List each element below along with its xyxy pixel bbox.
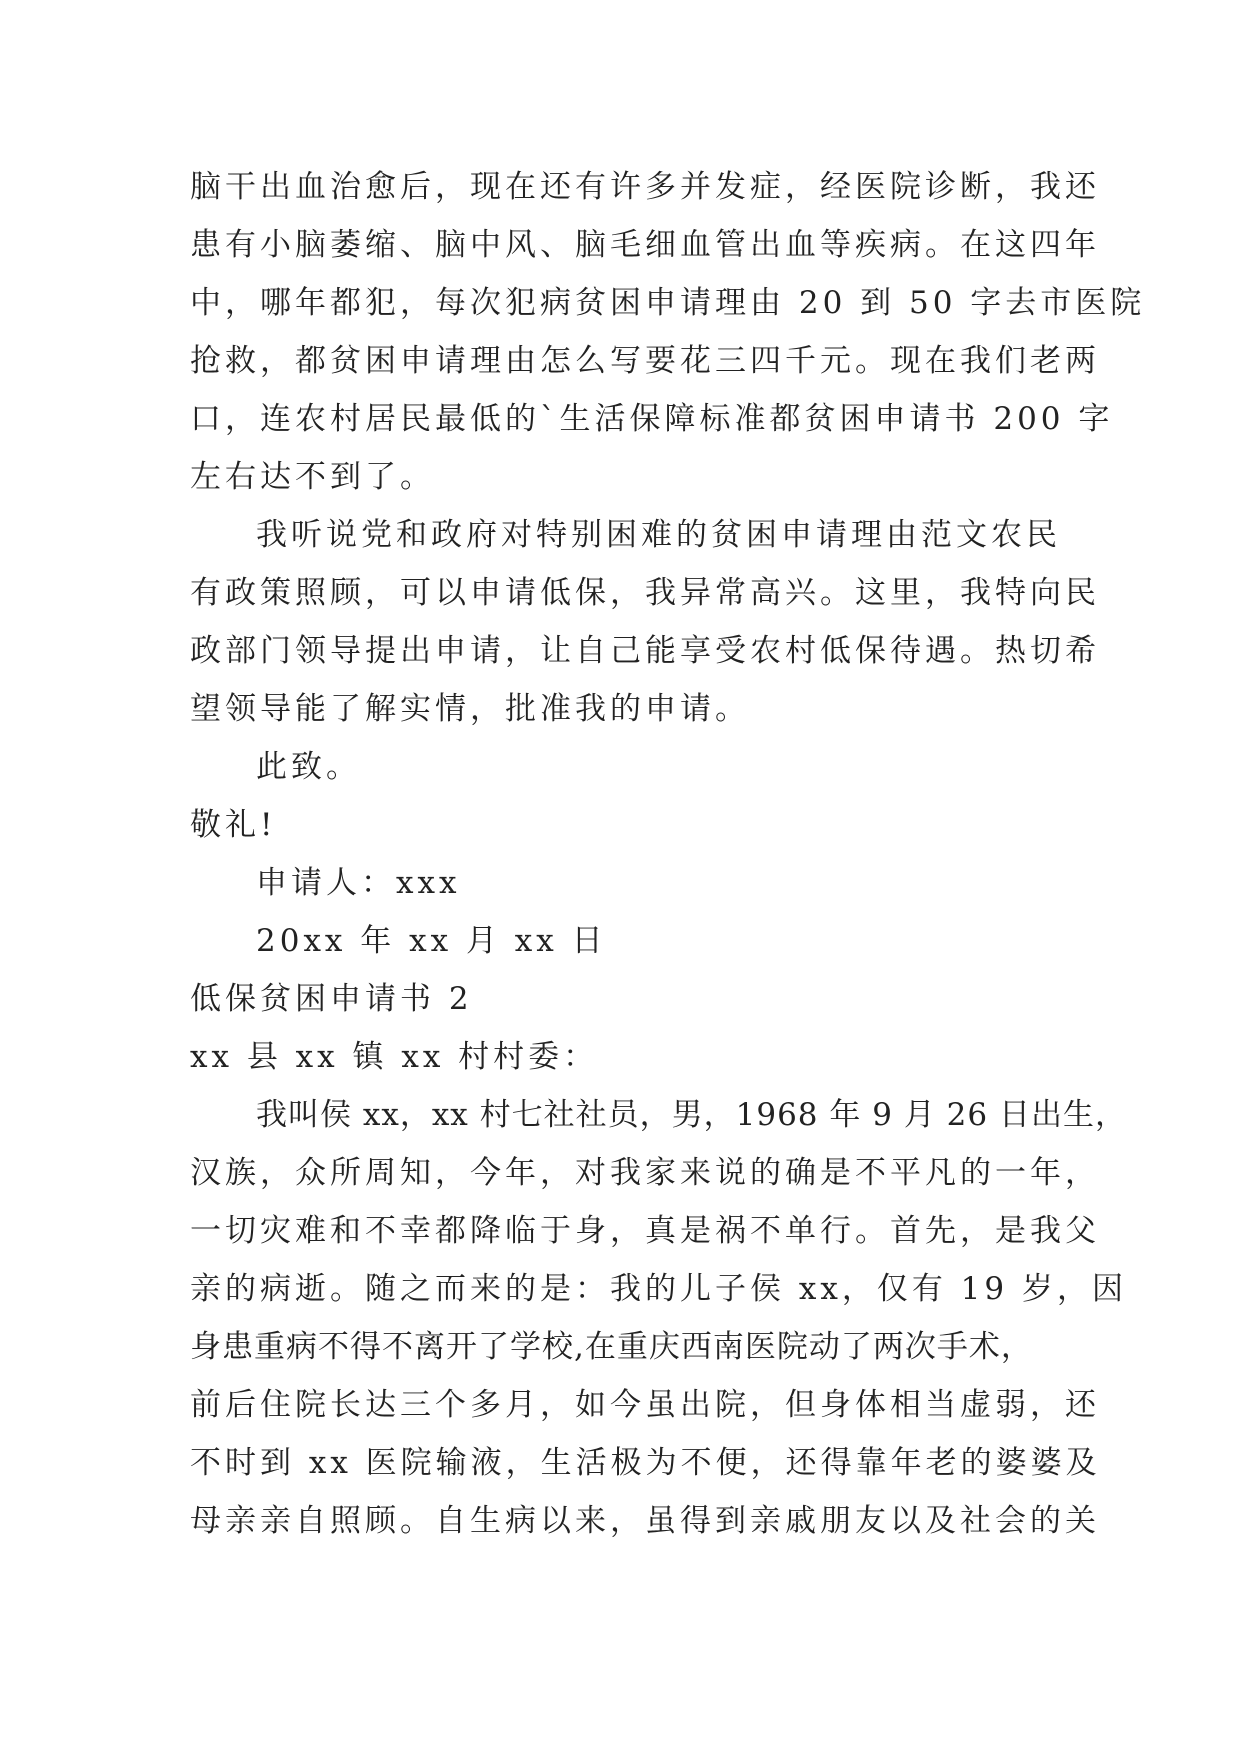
signature-date: 20xx 年 xx 月 xx 日 <box>256 923 607 959</box>
text-line: 患有小脑萎缩、脑中风、脑毛细血管出血等疾病。在这四年 <box>190 227 1100 263</box>
text-line: 口，连农村居民最低的`生活保障标准都贫困申请书 200 字 <box>190 401 1114 437</box>
text-line: 身患重病不得不离开了学校,在重庆西南医院动了两次手术， <box>190 1329 1033 1365</box>
text-line: 脑干出血治愈后，现在还有许多并发症，经医院诊断，我还 <box>190 169 1100 205</box>
salutation: 敬礼! <box>190 807 277 843</box>
text-line: 不时到 xx 医院输液，生活极为不便，还得靠年老的婆婆及 <box>190 1445 1101 1481</box>
text-line: 政部门领导提出申请，让自己能享受农村低保待遇。热切希 <box>190 633 1100 669</box>
text-line: 中，哪年都犯，每次犯病贫困申请理由 20 到 50 字去市医院 <box>190 285 1146 321</box>
closing-phrase: 此致。 <box>256 749 361 785</box>
section-title: 低保贫困申请书 2 <box>190 981 473 1017</box>
document-body <box>190 158 1146 1550</box>
applicant-signature: 申请人：xxx <box>256 865 461 901</box>
text-line: 望领导能了解实情，批准我的申请。 <box>190 691 750 727</box>
text-line: 母亲亲自照顾。自生病以来，虽得到亲戚朋友以及社会的关 <box>190 1503 1100 1539</box>
text-line: 左右达不到了。 <box>190 459 435 495</box>
text-line: 有政策照顾，可以申请低保，我异常高兴。这里，我特向民 <box>190 575 1100 611</box>
text-line: 汉族，众所周知，今年，对我家来说的确是不平凡的一年， <box>190 1155 1100 1191</box>
addressee: xx 县 xx 镇 xx 村村委： <box>190 1039 599 1075</box>
text-line: 抢救，都贫困申请理由怎么写要花三四千元。现在我们老两 <box>190 343 1100 379</box>
text-line: 亲的病逝。随之而来的是：我的儿子侯 xx，仅有 19 岁，因 <box>190 1271 1127 1307</box>
paragraph-start-line: 我叫侯 xx，xx 村七社社员，男，1968 年 9 月 26 日出生， <box>256 1097 1127 1133</box>
paragraph-start-line: 我听说党和政府对特别困难的贫困申请理由范文农民 <box>256 517 1061 553</box>
text-line: 前后住院长达三个多月，如今虽出院，但身体相当虚弱，还 <box>190 1387 1100 1423</box>
text-line: 一切灾难和不幸都降临于身，真是祸不单行。首先，是我父 <box>190 1213 1100 1249</box>
